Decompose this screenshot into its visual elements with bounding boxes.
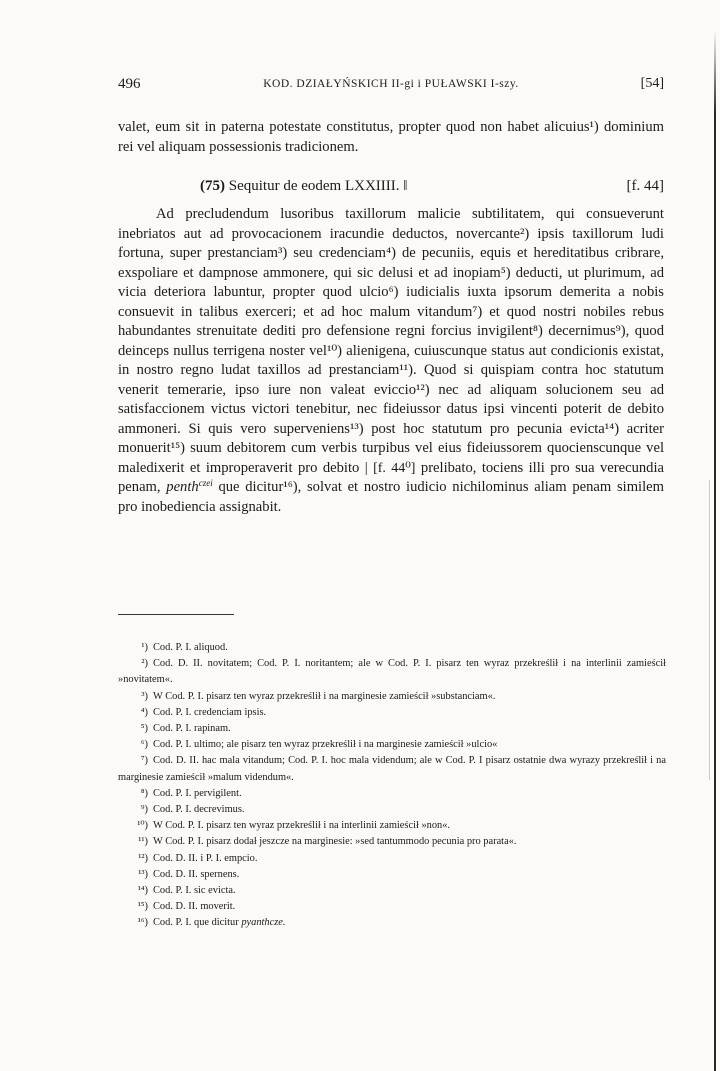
statute-text-c: que dicitur¹⁶), solvat et nostro iudicio nichilominus aliam penam similem pro inobediencia assignabit. <box>118 479 664 515</box>
footnote: ⁶) Cod. P. I. ultimo; ale pisarz ten wyraz przekreślił i na marginesie zamieścił »ulcio« <box>140 739 498 751</box>
running-title: KOD. DZIAŁYŃSKICH II-gi i PUŁAWSKI I-szy. <box>263 78 519 90</box>
heading-number: (75) <box>200 178 225 194</box>
footnote-rule <box>118 614 234 615</box>
running-head <box>118 76 664 100</box>
statute-paragraph: Ad precludendum lusoribus taxillorum malicie subtilitatem, qui consueverunt inebriatos aut ad provocacionem iracundie deductos, novercante²) ipsis taxillorum ludi fortuna, super prestanciam³) seu credenciam⁴) de pecuniis, equis et hereditatibus cribrare, exspoliare et dampnose ammonere, qui sic delusi et ad inopiam⁵) deducti, ut plurimum, ad vicia deteriora labuntur, propter quod ulcio⁶) iudicialis iuxta ipsorum demerita a nobis consuevit in talibus exerceri; et ad hoc malum vitandum⁷) et quod nostri nobiles rebus habundantes strenuitate dediti pro defensione regni forcius invigilent⁸) decernimus⁹), quod deinceps nullus terrigena noster vel¹⁰) alienigena, cuiuscunque status aut condicionis existat, in nostro regno ludat taxillos ad prestanciam¹¹). Quod si quispiam contra hoc statutum venerit temerarie, ipso iure non valeat eviccio¹²) nec ad aliquam solucionem seu ad satisfaccionem victus victori tenebitur, nec fideiussor datus ipsi vincenti poterit de debito ammoneri. Si quis vero superveniens¹³) post hoc statutum pro pecunia evicta¹⁴) acriter monuerit¹⁵) suum debitorem cum verbis turpibus vel eius fideiussorem quocienscunque vel maledixerit et improperaverit pro debito | [f. 44⁰] prelibato, tociens illi pro sua verecundia penam, penth$^{czei}$ que dicitur¹⁶), solvat et nostro iudicio nichilominus aliam penam similem pro inobediencia assignabit. <box>118 206 664 515</box>
footnote: ¹) Cod. P. I. aliquod. <box>141 642 228 653</box>
italic-term: penth$^{czei}$ <box>166 478 213 495</box>
italic-term-sup: czei <box>198 478 213 488</box>
footnote: ²) Cod. D. II. novitatem; Cod. P. I. noritantem; ale w Cod. P. I. pisarz ten wyraz przekreślił i na interlinii zamieścił »novitatem«. <box>118 658 666 686</box>
footnote: ¹⁶) Cod. P. I. que dicitur pyanthcze. <box>137 917 286 929</box>
heading-line: (75) Sequitur de eodem LXXIIII. ‖ <box>200 178 408 194</box>
inline-folio: [f. 44⁰] <box>373 460 416 476</box>
footnote: ¹⁰) W Cod. P. I. pisarz ten wyraz przekreślił i na interlinii zamieścił »non«. <box>137 820 451 832</box>
heading-folio: [f. 44] <box>626 178 664 194</box>
footnote: ⁷) Cod. D. II. hac mala vitandum; Cod. P. I. hoc mala videndum; ale w Cod. P. I pisarz ostatnie dwa wyrazy przekreślił i na marginesie zamieścił »malum videndum«. <box>118 755 666 783</box>
footnote: ⁴) Cod. P. I. credenciam ipsis. <box>140 706 267 718</box>
footnote: ⁹) Cod. P. I. decrevimus. <box>140 804 245 816</box>
page-edge-shadow <box>709 480 710 780</box>
statute-text-b: prelibato, tociens illi pro sua verecundia penam, <box>118 459 664 495</box>
footnote: ¹²) Cod. D. II. i P. I. empcio. <box>138 852 258 864</box>
heading-text: Sequitur de eodem LXXIIII. <box>228 178 400 194</box>
statute-text-a: Ad precludendum lusoribus taxillorum malicie subtilitatem, qui consueverunt inebriatos aut ad provocacionem iracundie deductos, novercante²) ipsis taxillorum ludi fortuna, super prestanciam³) seu credenciam⁴) de pecuniis, equis et hereditatibus cribrare, exspoliare et dampnose ammonere, qui sic delusi et ad inopiam⁵) deducti, ut plurimum, ad vicia deteriora labuntur, propter quod ulcio⁶) iudicialis iuxta ipsorum demerita a nobis consuevit in talibus exerceri; et ad hoc malum vitandum⁷) et quod nostri nobiles rebus habundantes strenuitate dediti pro defensione regni forcius invigilent⁸) decernimus⁹), quod deinceps nullus terrigena noster vel¹⁰) alienigena, cuiuscunque status aut condicionis existat, in nostro regno ludat taxillos ad prestanciam¹¹). Quod si quispiam contra hoc statutum venerit temerarie, ipso iure non valeat eviccio¹²) nec ad aliquam solucionem seu ad satisfaccionem victus victori tenebitur, nec fideiussor datus ipsi vincenti poterit de debito ammoneri. Si quis vero superveniens¹³) post hoc statutum pro pecunia evicta¹⁴) acriter monuerit¹⁵) suum debitorem cum verbis turpibus vel eius fideiussorem quocienscunque vel maledixerit et improperaverit pro debito <box>118 206 664 476</box>
footnote: ¹⁵) Cod. D. II. moverit. <box>137 901 236 913</box>
footnote: ¹³) Cod. D. II. spernens. <box>138 868 240 880</box>
section-heading <box>118 177 664 199</box>
footnote: ³) W Cod. P. I. pisarz ten wyraz przekreślił i na marginesie zamieścił »substanciam«. <box>141 690 496 702</box>
page-edge-line <box>714 30 716 1071</box>
footnote: ⁵) Cod. P. I. rapinam. <box>140 723 231 735</box>
footnote: ¹¹) W Cod. P. I. pisarz dodał jeszcze na marginesie: »sed tantummodo pecunia pro parata«. <box>138 836 517 848</box>
footnote: ⁸) Cod. P. I. pervigilent. <box>140 787 242 799</box>
footnote: ¹⁴) Cod. P. I. sic evicta. <box>137 885 236 897</box>
sheet-number: [54] <box>640 76 664 91</box>
carryover-paragraph: valet, eum sit in paterna potestate constitutus, propter quod non habet alicuius¹) dominium rei vel aliquam possessionis tradicionem. <box>118 119 664 155</box>
main-text <box>118 118 664 517</box>
page-number: 496 <box>118 76 141 92</box>
footnotes <box>118 640 666 932</box>
